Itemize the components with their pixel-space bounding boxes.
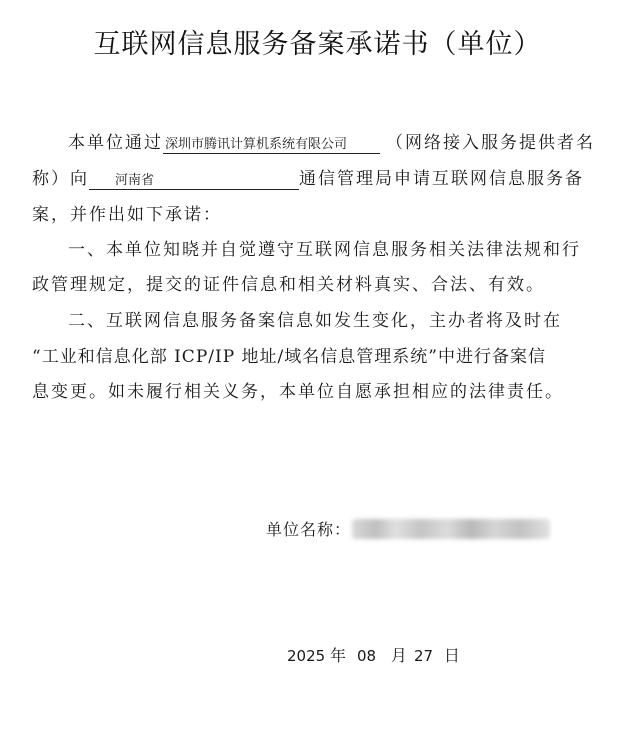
company-name-field: 深圳市腾讯计算机系统有限公司 [163,137,380,154]
date-year [287,643,346,666]
month-unit: 月 [390,646,407,665]
para1-line2-prefix: 称）向 [32,169,89,189]
para1-line1 [68,128,595,154]
para3-line3: 息变更。如未履行相关义务，本单位自愿承担相应的法律责任。 [32,382,564,402]
para1-line2 [32,164,584,190]
day-unit: 日 [443,646,460,665]
date-month [357,643,407,666]
para3-line1: 二、互联网信息服务备案信息如发生变化，主办者将及时在 [68,311,562,331]
document-title: 互联网信息服务备案承诺书（单位） [93,29,542,60]
para1-line3: 案，并作出如下承诺： [32,205,222,225]
unit-name-label: 单位名称： [266,520,352,539]
para3-line2: “工业和信息化部 ICP/IP 地址/域名信息管理系统”中进行备案信 [32,347,546,367]
year-value: 2025 [287,647,326,665]
para2-line2: 政管理规定，提交的证件信息和相关材料真实、合法、有效。 [32,275,545,295]
para1-suffix: （网络接入服务提供者名 [386,133,595,153]
para1-line2-suffix: 通信管理局申请互联网信息服务备 [299,169,584,189]
month-value: 08 [357,647,377,665]
para1-prefix: 本单位通过 [68,133,163,153]
province-field: 河南省 [89,173,299,190]
redacted-unit-name [352,519,550,539]
date-day [414,643,460,666]
day-value: 27 [414,647,434,665]
year-unit: 年 [329,646,346,665]
para2-line1: 一、本单位知晓并自觉遵守互联网信息服务相关法律法规和行 [68,240,581,260]
